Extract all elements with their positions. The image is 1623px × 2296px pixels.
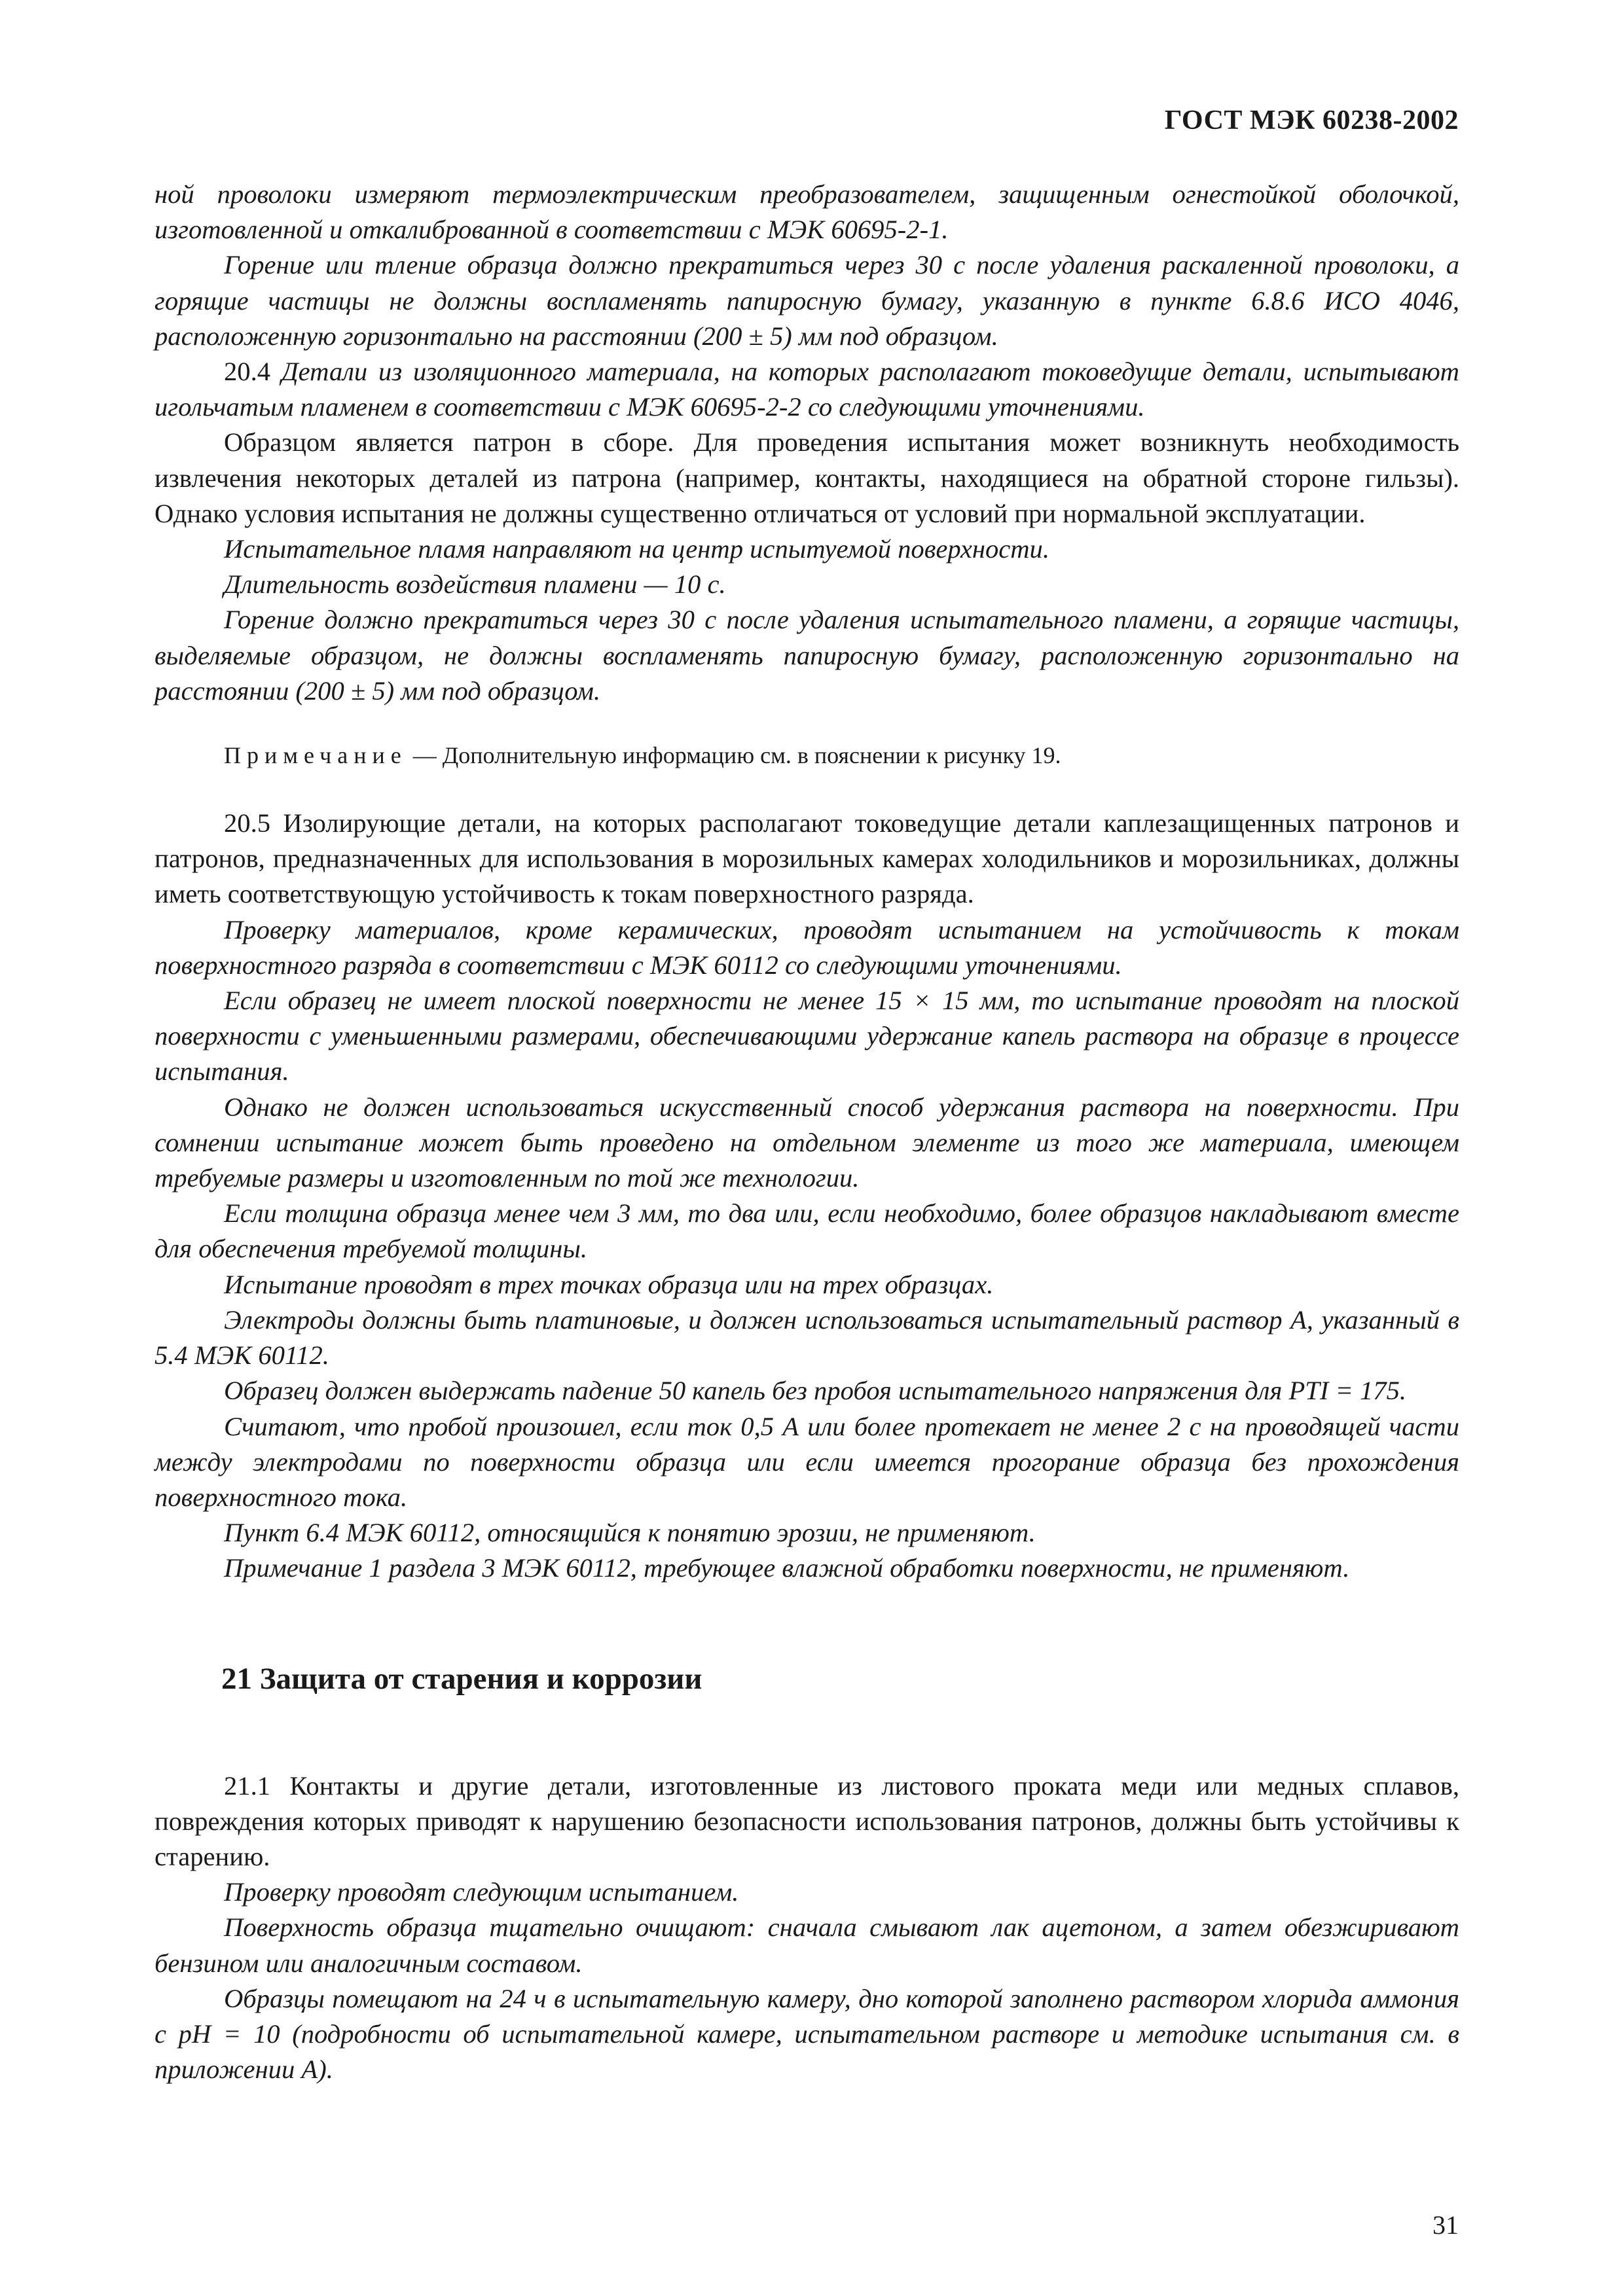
paragraph-clause-20-4 (155, 354, 1459, 425)
paragraph-sample-description: Образцом является патрон в сборе. Для проведения испытания может возникнуть необходимость извлечения некоторых деталей из патрона (например, контакты, находящиеся на обратной стороне гильзы). Однако условия испытания не должны существенно отличаться от условий при нормальной эксплуатации. (155, 427, 1459, 528)
paragraph-breakdown: Считают, что пробой произошел, если ток 0,5 А или более протекает не менее 2 с на проводящей части между электродами по поверхности образца или если имеется прогорание образца без прохождения поверхностного тока. (155, 1411, 1459, 1512)
paragraph-burning-stop: Горение должно прекратиться через 30 с после удаления испытательного пламени, а горящие частицы, выделяемые образцом, не должны воспламенять папиросную бумагу, расположенную горизонтально на расстоянии (200 ± 5) мм под образцом. (155, 605, 1459, 706)
page-number: 31 (1432, 2210, 1459, 2240)
clause-20-4-text: Детали из изоляционного материала, на которых располагают токоведущие детали, испытывают игольчатым пламенем в соответствии с МЭК 60695-2-2 со следующими уточнениями. (155, 357, 1459, 422)
paragraph-burning-requirement: Горение или тление образца должно прекратиться через 30 с после удаления раскаленной проволоки, а горящие частицы не должны воспламенять папиросную бумагу, указанную в пункте 6.8.6 ИСО 4046, расположенную горизонтально на расстоянии (200 ± 5) мм под образцом. (155, 250, 1459, 351)
paragraph-drops: Образец должен выдержать падение 50 капель без пробоя испытательного напряжения для PTI = 175. (224, 1376, 1407, 1406)
paragraph-check-method: Проверку проводят следующим испытанием. (224, 1877, 739, 1907)
paragraph-electrodes: Электроды должны быть платиновые, и должен использоваться испытательный раствор А, указанный в 5.4 МЭК 60112. (155, 1304, 1459, 1371)
paragraph-erosion: Пункт 6.4 МЭК 60112, относящийся к понятию эрозии, не применяют. (224, 1518, 1036, 1548)
section-heading-21: 21 Защита от старения и коррозии (221, 1661, 702, 1696)
document-body (155, 177, 1459, 2087)
paragraph-material-check: Проверку материалов, кроме керамических, проводят испытанием на устойчивость к токам поверхностного разряда в соответствии с МЭК 60112 со следующими уточнениями. (155, 914, 1459, 980)
paragraph-continuation: ной проволоки измеряют термоэлектрическим преобразователем, защищенным огнестойкой оболочкой, изготовленной и откалиброванной в соответствии с МЭК 60695-2-1. (155, 179, 1459, 245)
paragraph-artificial-method: Однако не должен использоваться искусственный способ удержания раствора на поверхности. При сомнении испытание может быть проведено на отдельном элементе из того же материала, имеющем требуемые размеры и изготовленным по той же технологии. (155, 1092, 1459, 1193)
paragraph-thickness: Если толщина образца менее чем 3 мм, то два или, если необходимо, более образцов накладывают вместе для обеспечения требуемой толщины. (155, 1198, 1459, 1264)
paragraph-wet-treatment: Примечание 1 раздела 3 МЭК 60112, требующее влажной обработки поверхности, не применяют. (224, 1553, 1350, 1583)
document-code-header: ГОСТ МЭК 60238-2002 (1164, 105, 1459, 135)
paragraph-test-chamber: Образцы помещают на 24 ч в испытательную камеру, дно которой заполнено раствором хлорида аммония с pH = 10 (подробности об испытательной камере, испытательном растворе и методике испытания см. в приложении А). (155, 1983, 1459, 2085)
note-text: — Дополнительную информацию см. в пояснении к рисунку 19. (407, 742, 1061, 769)
note-label: Примечание (224, 742, 407, 769)
clause-number-20-4: 20.4 (224, 357, 271, 387)
paragraph-flat-surface: Если образец не имеет плоской поверхности не менее 15 × 15 мм, то испытание проводят на плоской поверхности с уменьшенными размерами, обеспечивающими удержание капель раствора на образце в процессе испытания. (155, 986, 1459, 1086)
paragraph-flame-direction: Испытательное пламя направляют на центр испытуемой поверхности. (224, 534, 1049, 564)
paragraph-clause-20-5: 20.5 Изолирующие детали, на которых располагают токоведущие детали каплезащищенных патронов и патронов, предназначенных для использования в морозильных камерах холодильников и морозильниках, должны иметь соответствующую устойчивость к токам поверхностного разряда. (155, 808, 1459, 909)
paragraph-clause-21-1: 21.1 Контакты и другие детали, изготовленные из листового проката меди или медных сплавов, повреждения которых приводят к нарушению безопасности использования патронов, должны быть устойчивы к старению. (155, 1770, 1459, 1871)
paragraph-surface-cleaning: Поверхность образца тщательно очищают: сначала смывают лак ацетоном, а затем обезжиривают бензином или аналогичным составом. (155, 1912, 1459, 1978)
paragraph-test-points: Испытание проводят в трех точках образца или на трех образцах. (224, 1269, 994, 1299)
note (155, 739, 1459, 772)
paragraph-flame-duration: Длительность воздействия пламени — 10 с. (224, 569, 726, 600)
